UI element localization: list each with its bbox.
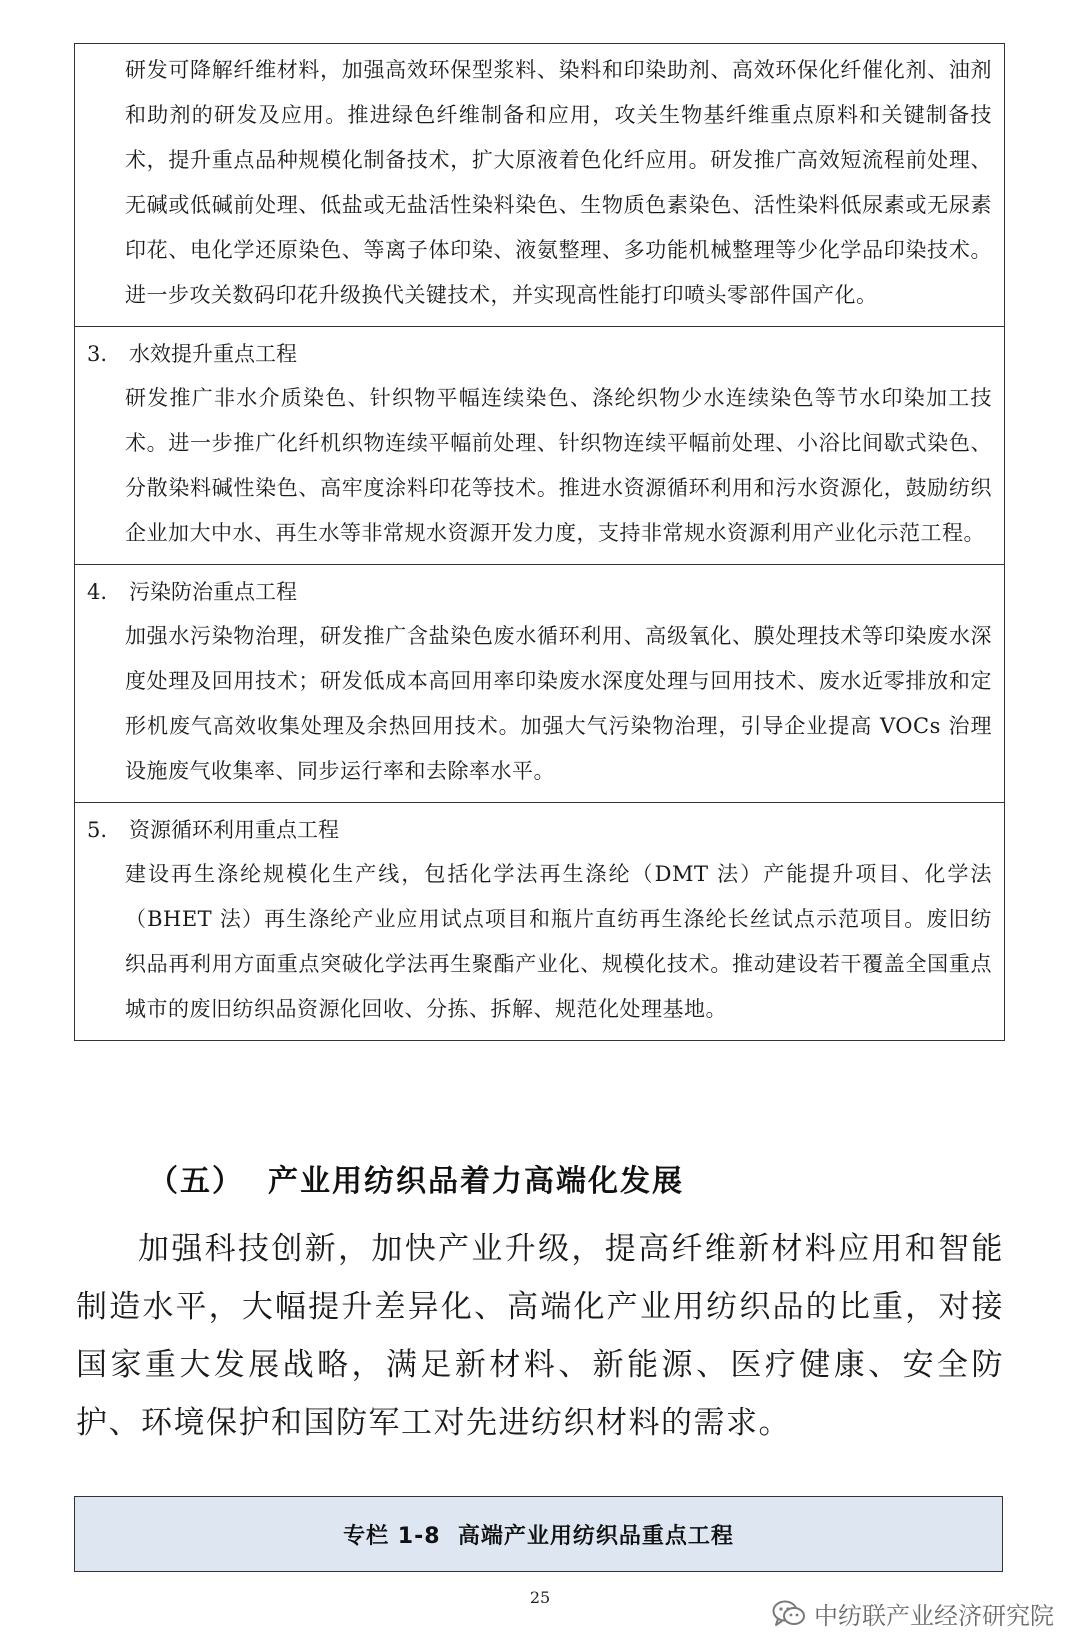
watermark-text: 中纺联产业经济研究院 xyxy=(814,1602,1054,1630)
table-cell-item-3 xyxy=(75,327,1005,565)
item-title: 资源循环利用重点工程 xyxy=(129,818,339,842)
table-row xyxy=(75,327,1005,565)
column-banner xyxy=(74,1496,1003,1572)
item-title: 水效提升重点工程 xyxy=(129,342,297,366)
table-row xyxy=(75,565,1005,803)
table-cell-item-4 xyxy=(75,565,1005,803)
cell-body-text: 建设再生涤纶规模化生产线，包括化学法再生涤纶（DMT 法）产能提升项目、化学法（BHET 法）再生涤纶产业应用试点项目和瓶片直纺再生涤纶长丝试点示范项目。废旧纺织品再利用方面重点突破化学法再生聚酯产业化、规模化技术。推动建设若干覆盖全国重点城市的废旧纺织品资源化回收、分拣、拆解、规范化处理基地。 xyxy=(125,862,992,1021)
item-number: 3. xyxy=(87,342,108,366)
banner-title: 专栏 1-8 高端产业用纺织品重点工程 xyxy=(343,1523,734,1549)
cell-body-text: 研发可降解纤维材料，加强高效环保型浆料、染料和印染助剂、高效环保化纤催化剂、油剂和助剂的研发及应用。推进绿色纤维制备和应用，攻关生物基纤维重点原料和关键制备技术，提升重点品种规模化制备技术，扩大原液着色化纤应用。研发推广高效短流程前处理、无碱或低碱前处理、低盐或无盐活性染料染色、生物质色素染色、活性染料低尿素或无尿素印花、电化学还原染色、等离子体印染、液氨整理、多功能机械整理等少化学品印染技术。进一步攻关数码印花升级换代关键技术，并实现高性能打印喷头零部件国产化。 xyxy=(125,58,992,307)
item-number: 5. xyxy=(87,818,108,842)
section-title: 产业用纺织品着力高端化发展 xyxy=(268,1164,684,1199)
table-cell-continued xyxy=(75,44,1005,327)
cell-heading xyxy=(87,570,992,614)
cell-body-text: 加强水污染物治理，研发推广含盐染色废水循环利用、高级氧化、膜处理技术等印染废水深度处理及回用技术；研发低成本高回用率印染废水深度处理与回用技术、废水近零排放和定形机废气高效收集处理及余热回用技术。加强大气污染物治理，引导企业提高 VOCs 治理设施废气收集率、同步运行率和去除率水平。 xyxy=(125,624,992,783)
watermark xyxy=(772,1596,1054,1631)
table-row xyxy=(75,803,1005,1041)
item-number: 4. xyxy=(87,580,108,604)
cell-body-text: 研发推广非水介质染色、针织物平幅连续染色、涤纶织物少水连续染色等节水印染加工技术。进一步推广化纤机织物连续平幅前处理、针织物连续平幅前处理、小浴比间歇式染色、分散染料碱性染色、高牢度涂料印花等技术。推进水资源循环利用和污水资源化，鼓励纺织企业加大中水、再生水等非常规水资源开发力度，支持非常规水资源利用产业化示范工程。 xyxy=(125,386,992,545)
body-paragraph: 加强科技创新，加快产业升级，提高纤维新材料应用和智能制造水平，大幅提升差异化、高端化产业用纺织品的比重，对接国家重大发展战略，满足新材料、新能源、医疗健康、安全防护、环境保护和国防军工对先进纺织材料的需求。 xyxy=(76,1231,1004,1441)
section-heading xyxy=(148,1156,684,1200)
project-table xyxy=(74,43,1005,1041)
item-title: 污染防治重点工程 xyxy=(129,580,297,604)
cell-heading xyxy=(87,332,992,376)
section-number: （五） xyxy=(148,1164,244,1199)
wechat-icon xyxy=(772,1599,806,1629)
table-cell-item-5 xyxy=(75,803,1005,1041)
cell-heading xyxy=(87,808,992,852)
page-number: 25 xyxy=(529,1588,551,1607)
table-row xyxy=(75,44,1005,327)
